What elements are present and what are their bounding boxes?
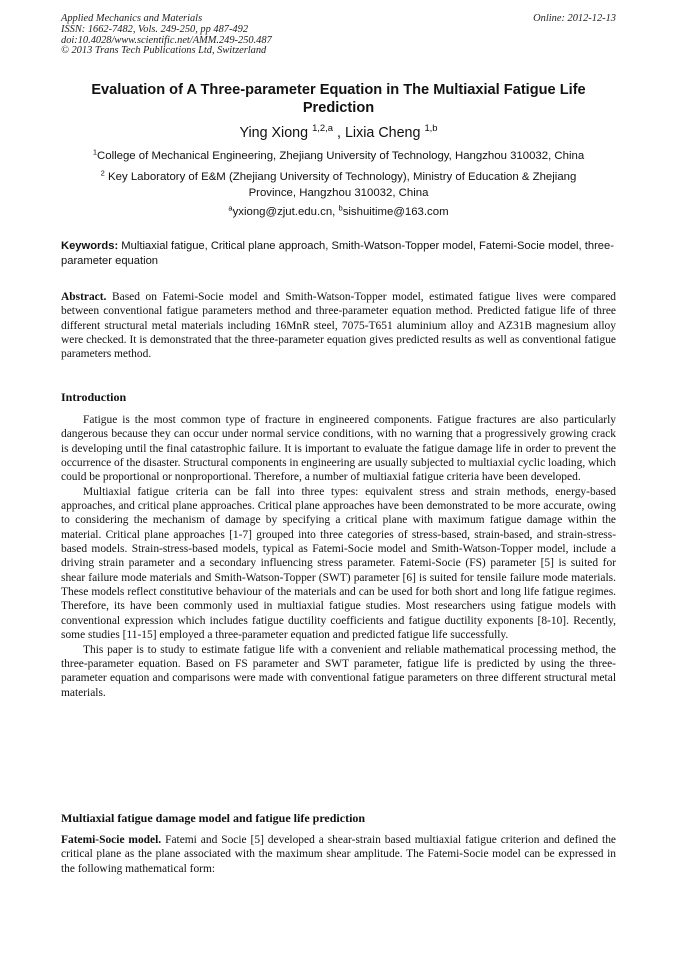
abstract-text: Based on Fatemi-Socie model and Smith-Watson-Topper model, estimated fatigue lives were compared between conventional fatigue parameters method and three-parameter equation method. Predicted fatigue life of three different structural metal materials including 16MnR steel, 7075-T651 aluminium alloy and AZ31B magnesium alloy were checked. It is demonstrated that the three-parameter equation gives predicted results as well as conventional fatigue parameters method.: [61, 291, 616, 361]
title-line-1: Evaluation of A Three-parameter Equation in The Multiaxial Fatigue Life: [91, 82, 586, 98]
author-separator: ,: [333, 125, 345, 141]
affiliation-2-line-1: Key Laboratory of E&M (Zhejiang University of Technology), Ministry of Education & Zhejiang: [104, 171, 577, 183]
section-2-heading: Multiaxial fatigue damage model and fatigue life prediction: [61, 811, 366, 825]
introduction-body: [61, 413, 616, 700]
affiliation-2: [61, 170, 616, 201]
intro-paragraph-1: Fatigue is the most common type of fracture in engineered components. Fatigue fractures are also particularly dangerous because they can occur under normal service conditions, with no warning that a progressively growing crack is developing until the final catastrophic failure. It is important to evaluate the fatigue damage life in order to prevent the occurrence of the disaster. Structural components in engineering are usually subjected to multiaxial cyclic loading, which could be proportional or nonproportional. Therefore, a number of multiaxial fatigue criteria have been developed.: [61, 414, 616, 484]
issn-line: ISSN: 1662-7482, Vols. 249-250, pp 487-492: [61, 23, 249, 35]
abstract-label: Abstract.: [61, 291, 107, 303]
paper-title: [61, 81, 616, 117]
email-b: sishuitime@163.com: [342, 206, 449, 218]
doi-line: doi:10.4028/www.scientific.net/AMM.249-250.487: [61, 34, 272, 46]
email-b-marker: b: [338, 203, 343, 213]
fatemi-socie-paragraph: [61, 833, 616, 876]
author-1-affil: 1,2,a: [312, 122, 334, 134]
affiliation-1-text: College of Mechanical Engineering, Zhejiang University of Technology, Hangzhou 310032, China: [97, 150, 585, 162]
journal-header: [61, 14, 616, 57]
intro-paragraph-2: Multiaxial fatigue criteria can be fall into three types: equivalent stress and strain methods, energy-based approaches, and critical plane approaches. Critical plane approaches have been demonstrated to be more accurate, owing to considering the mechanism of damage by specifying a critical plane with maximum fatigue damage within the material. Critical plane approaches [1-7] grouped into three categories of stress-based, strain-based, and strain-stress-based models. Strain-stress-based models, typical as Fatemi-Socie model and Smith-Watson-Topper model, include a driving strain parameter and a secondary influencing stress parameter. Fatemi-Socie (FS) parameter [5] is suited for shear failure mode materials and Smith-Watson-Topper (SWT) parameter [6] is suited for tensile failure mode materials. These models reflect constitutive behaviour of the materials and can be used for both short and long life fatigue regimes. Therefore, its have been commonly used in multiaxial fatigue studies. Most researchers using fatigue models with conventional expression which includes fatigue ductility coefficients and fatigue ductility exponents [8-10]. Recently, some studies [11-15] employed a three-parameter equation and predicted fatigue life successfully.: [61, 485, 616, 642]
author-2-affil: 1,b: [424, 122, 438, 134]
author-list: [61, 124, 616, 142]
journal-name: Applied Mechanics and Materials: [61, 13, 203, 24]
affiliation-1-marker: 1: [92, 147, 98, 157]
author-1-name: Ying Xiong: [239, 125, 313, 141]
keywords: [61, 239, 616, 268]
author-2-name: Lixia Cheng: [344, 125, 425, 141]
fs-text: Fatemi and Socie [5] developed a shear-strain based multiaxial fatigue criterion and defined the critical plane as the plane associated with the maximum shear amplitude. The Fatemi-Socie model can be expressed in the following mathematical form:: [61, 834, 616, 875]
email-a: yxiong@zjut.edu.cn,: [232, 206, 339, 218]
affiliation-2-marker: 2: [100, 168, 105, 178]
copyright-line: © 2013 Trans Tech Publications Ltd, Switzerland: [61, 45, 267, 57]
keywords-text: Multiaxial fatigue, Critical plane approach, Smith-Watson-Topper model, Fatemi-Socie model, three-parameter equation: [61, 240, 614, 267]
affiliation-2-line-2: Province, Hangzhou 310032, China: [248, 186, 429, 199]
online-date: Online: 2012-12-13: [533, 13, 616, 24]
keywords-label: Keywords:: [61, 240, 119, 252]
intro-paragraph-3: This paper is to study to estimate fatigue life with a convenient and reliable mathematical processing method, the three-parameter equation. Based on FS parameter and SWT parameter, fatigue life is predicted by using the three-parameter equation and comparisons were made with conventional fatigue parameters on three different structural metal materials.: [61, 643, 616, 699]
affiliation-1: [61, 149, 616, 165]
email-a-marker: a: [228, 203, 233, 213]
abstract: [61, 290, 616, 362]
title-line-2: Prediction: [302, 100, 375, 116]
author-emails: [61, 205, 616, 221]
introduction-heading: Introduction: [61, 390, 127, 404]
fs-label: Fatemi-Socie model.: [61, 834, 162, 846]
